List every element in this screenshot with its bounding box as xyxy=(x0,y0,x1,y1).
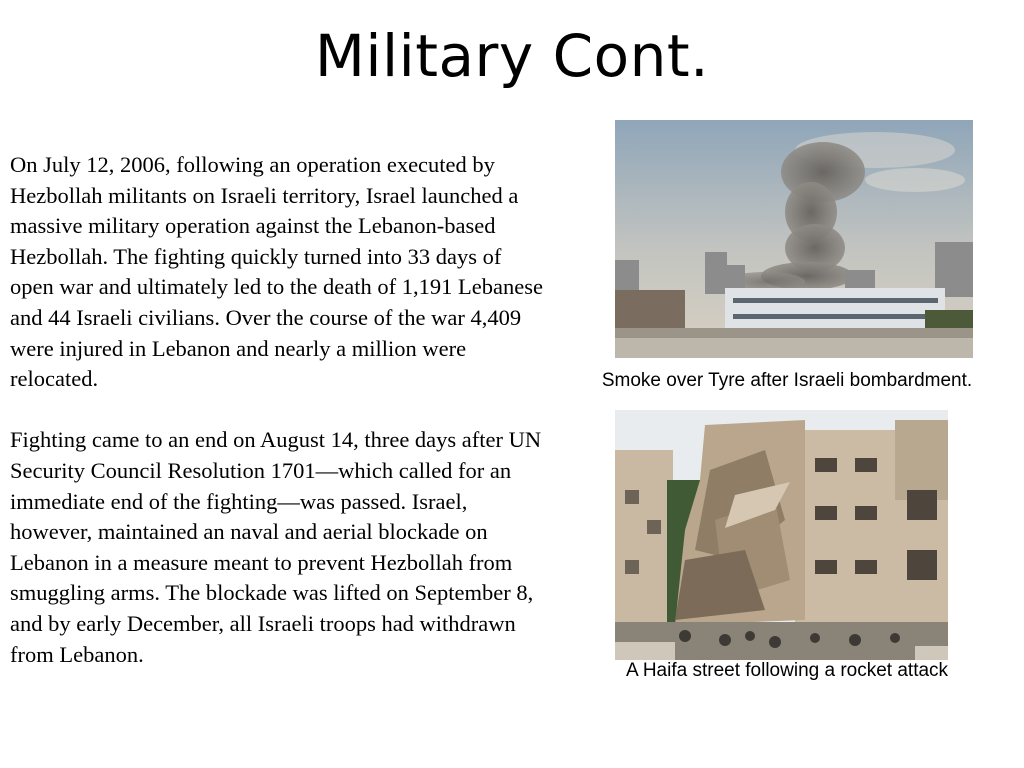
body-text xyxy=(10,150,550,701)
paragraph-war-end: Fighting came to an end on August 14, three days after UN Security Council Resolution 1701—which called for an immediate end of the fighting—was passed. Israel, however, maintained an naval and aerial blockade on Lebanon in a measure meant to prevent Hezbollah from smuggling arms. The blockade was lifted on September 8, and by early December, all Israeli troops had withdrawn from Lebanon. xyxy=(10,427,542,667)
haifa-photo-caption: A Haifa street following a rocket attack xyxy=(625,660,949,681)
paragraph-war-start: On July 12, 2006, following an operation executed by Hezbollah militants on Israeli territory, Israel launched a massive military operation against the Lebanon-based Hezbollah. The fighting quickly turned into 33 days of open war and ultimately led to the death of 1,191 Lebanese and 44 Israeli civilians. Over the course of the war 4,409 were injured in Lebanon and nearly a million were relocated. xyxy=(10,152,543,392)
haifa-street-photo xyxy=(615,410,948,660)
tyre-smoke-photo xyxy=(615,120,973,358)
slide-title: Military Cont. xyxy=(314,22,710,90)
tyre-photo-caption: Smoke over Tyre after Israeli bombardment. xyxy=(601,370,973,391)
